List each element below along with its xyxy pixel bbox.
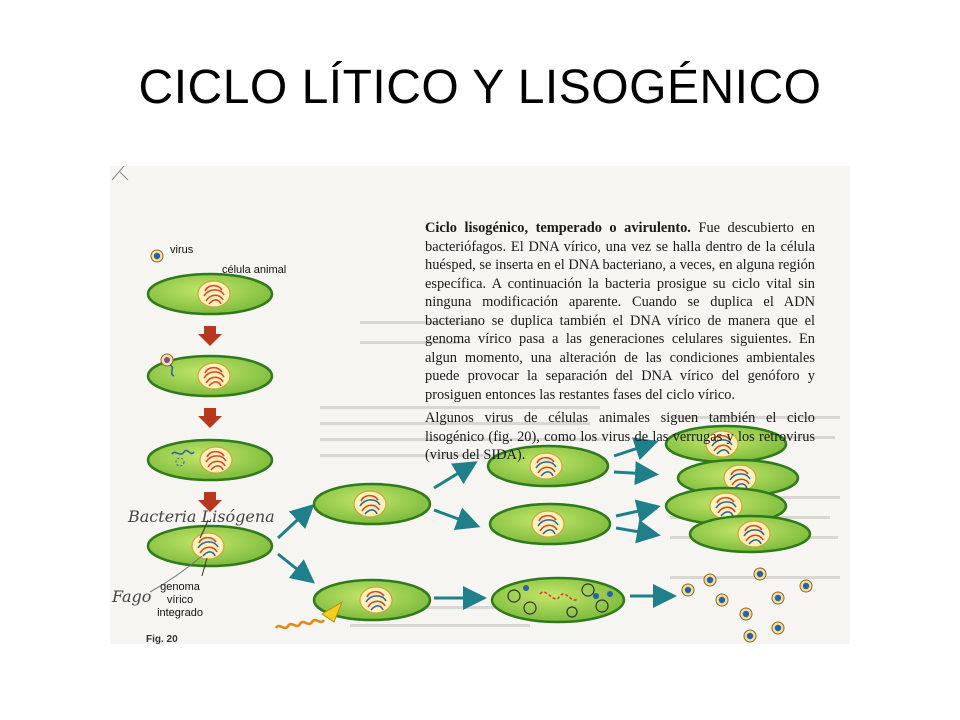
branch-arrow	[434, 510, 472, 524]
svg-text:genoma: genoma	[160, 581, 200, 593]
cell-step-1	[148, 274, 272, 314]
integrated-genome-label	[157, 558, 207, 619]
text-column	[425, 219, 815, 470]
released-virions	[682, 568, 812, 642]
cell-lysogenic	[148, 526, 272, 566]
cell-divided-a	[314, 484, 430, 524]
cell-lytic-burst	[492, 578, 624, 622]
svg-text:vírico: vírico	[166, 594, 194, 606]
virus-legend	[151, 244, 194, 262]
svg-text:integrado: integrado	[157, 607, 203, 619]
svg-text:Fago: Fago	[112, 587, 152, 606]
scanned-figure	[110, 166, 850, 644]
branch-arrow	[614, 472, 650, 474]
branch-arrow	[616, 508, 652, 516]
down-arrow	[198, 326, 222, 346]
branch-arrow	[616, 528, 652, 534]
animal-cell-label: célula animal	[222, 264, 287, 276]
paragraph-heading: Ciclo lisogénico, temperado o avirulento.	[425, 220, 691, 236]
cell-gen3-d	[690, 516, 810, 552]
scan-mark	[112, 166, 128, 180]
cell-step-2	[148, 354, 272, 396]
paragraph-body: Fue descubierto en bacteriófagos. El DNA vírico, una vez se halla dentro de la célula huésped, se inserta en el DNA bacteriano, a veces, en alguna región específica. A continuación la bacteria prosigue su ciclo vital sin ninguna modificación aparente. Cuando se duplica el ADN bacteriano se duplica también el DNA vírico de manera que el genoma vírico pasa a las generaciones celulares siguientes. En algun momento, una alteración de las condiciones ambientales puede provocar la separación del DNA vírico del genóforo y prosiguen entonces las restantes fases del ciclo vírico.	[425, 220, 815, 403]
figure-caption: Fig. 20	[146, 634, 178, 644]
cell-gen2-b	[490, 504, 610, 544]
paragraph-lysogenic	[425, 219, 815, 404]
paragraph-animal-viruses: Algunos virus de células animales siguen también el ciclo lisogénico (fig. 20), como los virus de las verrugas y los retrovirus (virus del SIDA).	[425, 410, 815, 463]
virus-label: virus	[170, 244, 194, 256]
svg-text:Bacteria Lisógena: Bacteria Lisógena	[128, 507, 275, 526]
branch-arrow	[278, 510, 308, 538]
branch-arrow	[278, 554, 308, 578]
down-arrow	[198, 408, 222, 428]
cell-step-3	[148, 440, 272, 480]
slide-title: CICLO LÍTICO Y LISOGÉNICO	[138, 61, 822, 114]
